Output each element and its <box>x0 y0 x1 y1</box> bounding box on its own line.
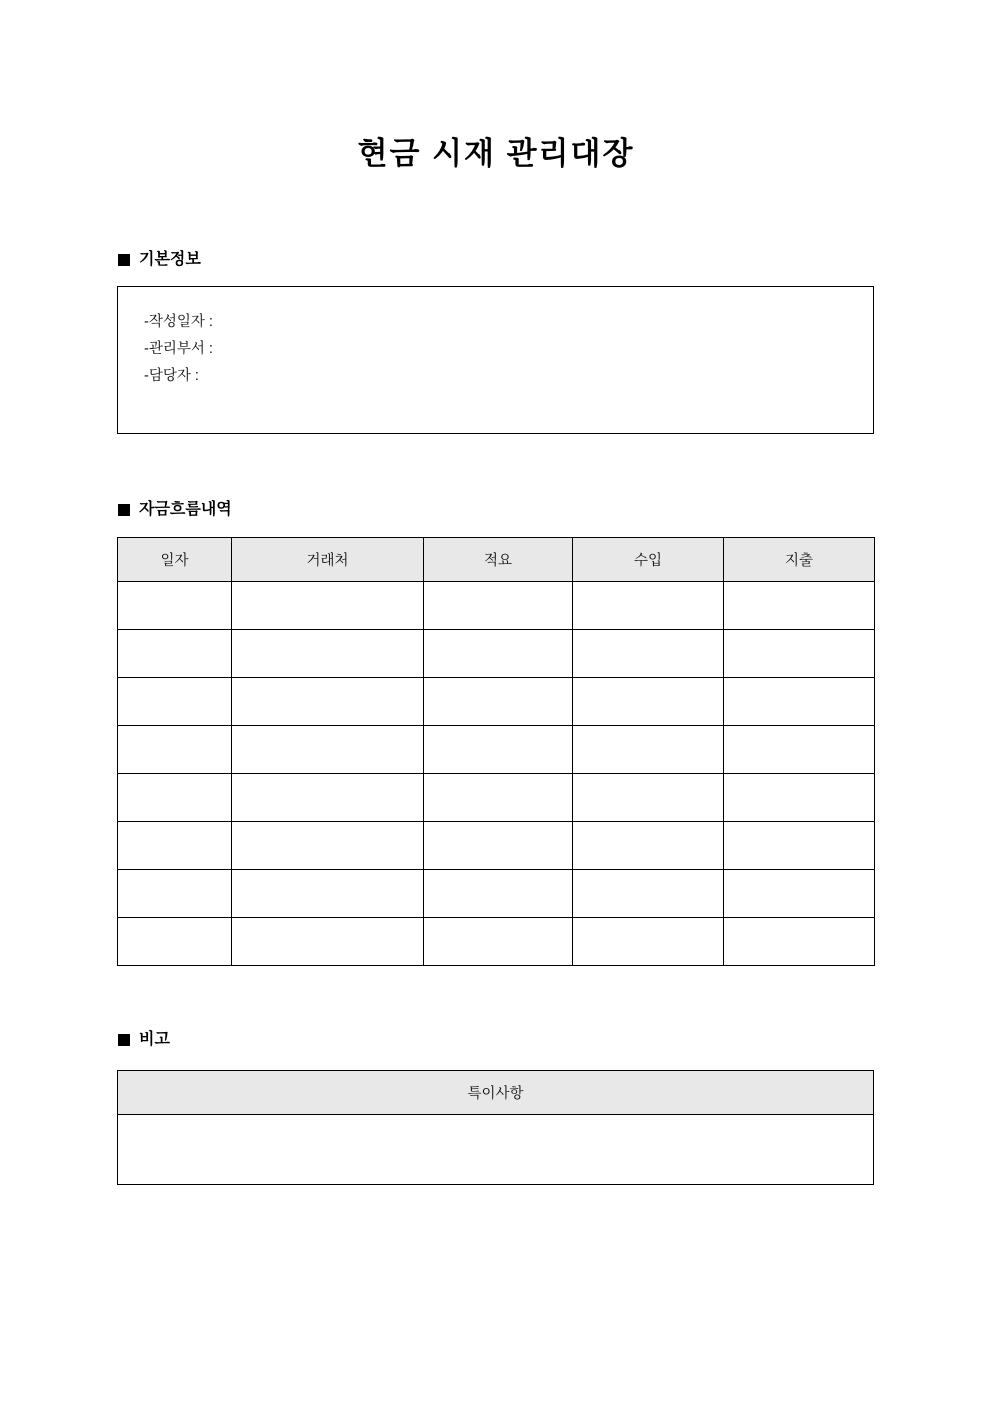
cell-party[interactable] <box>232 822 424 870</box>
cell-summary[interactable] <box>424 870 573 918</box>
cell-summary[interactable] <box>424 630 573 678</box>
cell-income[interactable] <box>573 870 724 918</box>
section-heading-basic-info-label: 기본정보 <box>139 251 201 268</box>
cell-party[interactable] <box>232 918 424 966</box>
basic-info-field-managing-department[interactable]: -관리부서 : <box>144 341 213 357</box>
table-header-row <box>118 538 875 582</box>
cell-income[interactable] <box>573 918 724 966</box>
table-header-row <box>118 1071 874 1115</box>
table-row <box>118 774 875 822</box>
cell-income[interactable] <box>573 822 724 870</box>
cell-date[interactable] <box>118 774 232 822</box>
cell-income[interactable] <box>573 678 724 726</box>
table-row <box>118 822 875 870</box>
table-row <box>118 582 875 630</box>
cell-summary[interactable] <box>424 582 573 630</box>
cell-income[interactable] <box>573 630 724 678</box>
column-header-expense: 지출 <box>724 538 875 582</box>
column-header-date: 일자 <box>118 538 232 582</box>
section-heading-cash-flow <box>118 500 232 520</box>
cell-expense[interactable] <box>724 870 875 918</box>
section-heading-cash-flow-label: 자금흐름내역 <box>139 501 232 518</box>
cell-party[interactable] <box>232 630 424 678</box>
cell-summary[interactable] <box>424 918 573 966</box>
cell-date[interactable] <box>118 630 232 678</box>
black-square-bullet-icon <box>118 1034 130 1046</box>
basic-info-field-person-in-charge[interactable]: -담당자 : <box>144 368 199 384</box>
basic-info-box <box>117 286 874 434</box>
cell-income[interactable] <box>573 726 724 774</box>
cell-date[interactable] <box>118 726 232 774</box>
cell-expense[interactable] <box>724 582 875 630</box>
table-row <box>118 918 875 966</box>
cell-expense[interactable] <box>724 918 875 966</box>
cell-party[interactable] <box>232 870 424 918</box>
cell-party[interactable] <box>232 582 424 630</box>
cash-flow-table <box>117 537 875 966</box>
cell-party[interactable] <box>232 678 424 726</box>
cell-summary[interactable] <box>424 774 573 822</box>
black-square-bullet-icon <box>118 254 130 266</box>
black-square-bullet-icon <box>118 504 130 516</box>
basic-info-field-creation-date[interactable]: -작성일자 : <box>144 314 213 330</box>
cell-date[interactable] <box>118 918 232 966</box>
cell-expense[interactable] <box>724 630 875 678</box>
cell-income[interactable] <box>573 774 724 822</box>
cell-date[interactable] <box>118 822 232 870</box>
cell-party[interactable] <box>232 726 424 774</box>
table-row <box>118 1115 874 1185</box>
table-row <box>118 726 875 774</box>
cell-party[interactable] <box>232 774 424 822</box>
table-row <box>118 630 875 678</box>
cell-summary[interactable] <box>424 726 573 774</box>
column-header-income: 수입 <box>573 538 724 582</box>
cell-expense[interactable] <box>724 822 875 870</box>
column-header-summary: 적요 <box>424 538 573 582</box>
page-title: 현금 시재 관리대장 <box>357 136 635 171</box>
cell-special-notes[interactable] <box>118 1115 874 1185</box>
section-heading-basic-info <box>118 250 201 270</box>
section-heading-remarks <box>118 1030 170 1050</box>
cell-income[interactable] <box>573 582 724 630</box>
cell-date[interactable] <box>118 678 232 726</box>
column-header-special-notes: 특이사항 <box>118 1071 874 1115</box>
cell-expense[interactable] <box>724 678 875 726</box>
table-row <box>118 870 875 918</box>
cell-summary[interactable] <box>424 822 573 870</box>
cell-date[interactable] <box>118 582 232 630</box>
remarks-table <box>117 1070 874 1185</box>
table-row <box>118 678 875 726</box>
cell-expense[interactable] <box>724 726 875 774</box>
cell-summary[interactable] <box>424 678 573 726</box>
column-header-party: 거래처 <box>232 538 424 582</box>
cell-expense[interactable] <box>724 774 875 822</box>
section-heading-remarks-label: 비고 <box>139 1031 170 1048</box>
cell-date[interactable] <box>118 870 232 918</box>
